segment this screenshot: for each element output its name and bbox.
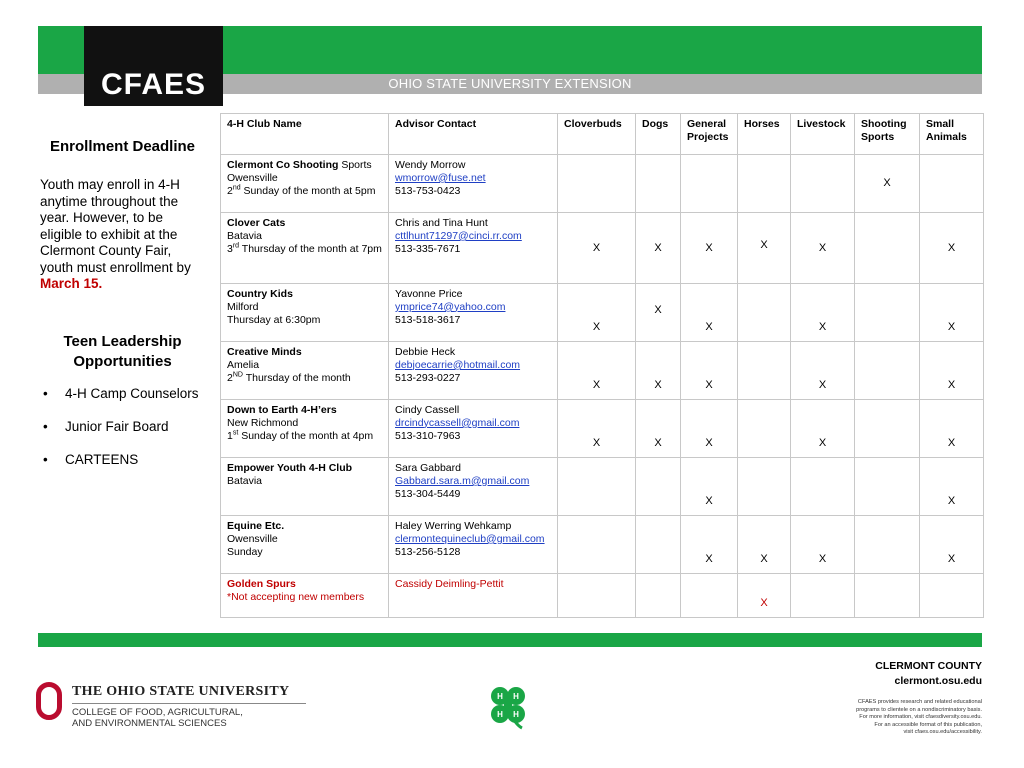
program-mark-cell (636, 458, 681, 516)
club-meeting-time (227, 243, 382, 256)
advisor-phone: 513-293-0227 (395, 371, 461, 384)
program-mark-cell: X (558, 342, 636, 400)
advisor-contact-cell (389, 213, 558, 284)
club-name (227, 217, 382, 230)
club-location: Owensville (227, 532, 278, 545)
club-location: New Richmond (227, 416, 299, 429)
col-general-projects-header: General Projects (681, 114, 738, 155)
advisor-phone: 513-753-0423 (395, 184, 461, 197)
meeting-detail: Thursday of the month (242, 371, 351, 384)
program-mark-cell: X (920, 213, 984, 284)
advisor-phone: 513-335-7671 (395, 242, 461, 255)
program-mark-cell (558, 155, 636, 213)
cfaes-logo (84, 26, 223, 106)
college-line-2: AND ENVIRONMENTAL SCIENCES (72, 718, 227, 729)
club-name (227, 159, 382, 172)
program-mark-cell (855, 284, 920, 342)
svg-text:H: H (513, 692, 519, 701)
col-shooting-sports-header: Shooting Sports (855, 114, 920, 155)
extension-label: OHIO STATE UNIVERSITY EXTENSION (388, 76, 632, 91)
program-mark-cell (855, 342, 920, 400)
club-info-cell (221, 400, 389, 458)
enrollment-deadline-date: March 15. (40, 276, 103, 291)
svg-text:H: H (497, 710, 503, 719)
program-mark-cell: X (920, 458, 984, 516)
club-info-cell (221, 458, 389, 516)
program-mark-cell (855, 458, 920, 516)
meeting-day: 3 (227, 242, 233, 255)
table-row (221, 574, 984, 618)
teen-item-camp-counselors: • 4-H Camp Counselors (40, 386, 215, 419)
program-mark-cell: X (681, 400, 738, 458)
program-mark-cell (791, 574, 855, 618)
advisor-contact-cell (389, 516, 558, 574)
club-meeting-time (227, 314, 382, 327)
club-name (227, 462, 382, 475)
advisor-contact-cell (389, 342, 558, 400)
program-mark-cell (558, 516, 636, 574)
col-horses-header: Horses (738, 114, 791, 155)
club-name-text: Equine Etc. (227, 520, 285, 532)
program-mark-cell: X (636, 213, 681, 284)
program-mark-cell (855, 213, 920, 284)
osu-divider (72, 703, 306, 704)
svg-text:H: H (497, 692, 503, 701)
program-mark-cell: X (636, 284, 681, 342)
club-meeting-time (227, 185, 382, 198)
meeting-ordinal: ND (232, 371, 243, 379)
advisor-email-link[interactable]: cttlhunt71297@cinci.rr.com (395, 229, 522, 242)
col-livestock-header: Livestock (791, 114, 855, 155)
club-name (227, 288, 382, 301)
club-name-suffix: Sports (338, 159, 372, 171)
osu-block-o-icon (36, 682, 62, 720)
club-name-text: Creative Minds (227, 346, 302, 358)
program-mark-cell: X (681, 516, 738, 574)
table-body (221, 155, 984, 618)
advisor-contact-cell (389, 284, 558, 342)
sidebar (40, 138, 205, 467)
club-name-text: Empower Youth 4-H Club (227, 462, 353, 474)
program-mark-cell: X (738, 516, 791, 574)
program-mark-cell: X (920, 284, 984, 342)
advisor-contact-cell (389, 574, 558, 618)
program-mark-cell (920, 155, 984, 213)
program-mark-cell (855, 400, 920, 458)
col-club-name-header: 4-H Club Name (221, 114, 389, 155)
program-mark-cell: X (681, 284, 738, 342)
club-meeting-time (227, 546, 382, 559)
program-mark-cell (681, 155, 738, 213)
program-mark-cell (636, 155, 681, 213)
advisor-email-link[interactable]: clermontequineclub@gmail.com (395, 532, 545, 545)
disclaimer-line: For more information, visit cfaesdiversity.osu.edu. (859, 714, 982, 720)
advisor-name: Cindy Cassell (395, 404, 460, 416)
advisor-contact-cell (389, 400, 558, 458)
advisor-name: Haley Werring Wehkamp (395, 520, 512, 532)
col-cloverbuds-header: Cloverbuds (558, 114, 636, 155)
club-info-cell (221, 342, 389, 400)
club-name (227, 520, 382, 533)
club-location: Milford (227, 300, 259, 313)
club-meeting-time (227, 372, 382, 385)
program-mark-cell (791, 155, 855, 213)
advisor-phone: 513-256-5128 (395, 545, 461, 558)
program-mark-cell: X (738, 213, 791, 284)
program-mark-cell: X (681, 458, 738, 516)
club-info-cell (221, 284, 389, 342)
program-mark-cell: X (558, 213, 636, 284)
advisor-name: Debbie Heck (395, 346, 456, 358)
advisor-name: Cassidy Deimling-Pettit (395, 578, 504, 590)
teen-item-carteens: • CARTEENS (40, 452, 215, 485)
advisor-name: Wendy Morrow (395, 159, 466, 171)
program-mark-cell: X (738, 574, 791, 618)
disclaimer-line: programs to clientele on a nondiscriminatory basis. (856, 706, 982, 713)
enrollment-text (40, 177, 205, 293)
program-mark-cell (738, 458, 791, 516)
meeting-ordinal: st (232, 429, 239, 437)
advisor-name: Chris and Tina Hunt (395, 217, 488, 229)
program-mark-cell (920, 574, 984, 618)
col-dogs-header: Dogs (636, 114, 681, 155)
meeting-ordinal: nd (232, 184, 241, 192)
meeting-day: 1 (227, 429, 233, 442)
program-mark-cell (738, 284, 791, 342)
4h-clover-icon (484, 682, 532, 730)
program-mark-cell: X (791, 400, 855, 458)
program-mark-cell: X (791, 342, 855, 400)
program-mark-cell (738, 342, 791, 400)
enrollment-body: Youth may enroll in 4-H anytime throughout the year. However, to be eligible to exhibit at the Clermont County Fair, youth must enrollment by (40, 177, 191, 275)
program-mark-cell (558, 574, 636, 618)
program-mark-cell: X (558, 400, 636, 458)
club-location: Amelia (227, 358, 260, 371)
advisor-phone: 513-304-5449 (395, 487, 461, 500)
cfaes-logo-text: CFAES (100, 68, 207, 101)
program-mark-cell: X (920, 342, 984, 400)
club-info-cell (221, 213, 389, 284)
club-name (227, 578, 382, 591)
program-mark-cell: X (636, 342, 681, 400)
advisor-name: Yavonne Price (395, 288, 463, 300)
enrollment-title: Enrollment Deadline (49, 138, 196, 155)
meeting-detail: Sunday of the month at 5pm (240, 184, 376, 197)
club-info-cell (221, 155, 389, 213)
program-mark-cell: X (920, 400, 984, 458)
program-mark-cell: X (636, 400, 681, 458)
club-name-text: Clover Cats (227, 217, 286, 229)
advisor-contact-cell (389, 458, 558, 516)
program-mark-cell: X (855, 155, 920, 213)
teen-item-junior-fair-board: • Junior Fair Board (40, 419, 215, 452)
disclaimer-line: For an accessible format of this publication, (874, 721, 982, 728)
club-info-cell (221, 574, 389, 618)
advisor-contact-cell (389, 155, 558, 213)
disclaimer-line: visit cfaes.osu.edu/accessibility. (903, 729, 982, 735)
meeting-day: 2 (227, 371, 233, 384)
program-mark-cell: X (558, 284, 636, 342)
county-website: clermont.osu.edu (894, 675, 982, 687)
disclaimer (856, 699, 982, 737)
meeting-ordinal: rd (232, 242, 240, 250)
advisor-phone: 513-310-7963 (395, 429, 461, 442)
advisor-email-link[interactable]: ymprice74@yahoo.com (395, 300, 506, 313)
program-mark-cell: X (791, 213, 855, 284)
footer-green-band (38, 633, 982, 647)
osu-wordmark (36, 682, 290, 732)
table-row (221, 400, 984, 458)
program-mark-cell: X (920, 516, 984, 574)
club-location: Owensville (227, 171, 278, 184)
advisor-email-link[interactable]: drcindycassell@gmail.com (395, 416, 520, 429)
club-location: *Not accepting new members (227, 590, 365, 603)
advisor-phone: 513-518-3617 (395, 313, 461, 326)
program-mark-cell (636, 516, 681, 574)
program-mark-cell (636, 574, 681, 618)
program-mark-cell (855, 574, 920, 618)
table-row (221, 342, 984, 400)
col-small-animals-header: Small Animals (920, 114, 984, 155)
program-mark-cell: X (681, 342, 738, 400)
club-location: Batavia (227, 474, 263, 487)
osu-name: THE OHIO STATE UNIVERSITY (72, 684, 290, 699)
meeting-detail: Sunday of the month at 4pm (238, 429, 374, 442)
club-name-text: Golden Spurs (227, 578, 296, 590)
col-advisor-contact-header: Advisor Contact (389, 114, 558, 155)
teen-leadership-title: Teen Leadership Opportunities (63, 333, 182, 370)
college-name (72, 707, 243, 729)
club-name-text: Clermont Co Shooting (227, 159, 339, 171)
college-line-1: COLLEGE OF FOOD, AGRICULTURAL, (72, 707, 243, 718)
club-table (220, 113, 984, 618)
table-header-row (221, 114, 984, 155)
club-name-text: Down to Earth 4-H’ers (227, 404, 337, 416)
club-name (227, 346, 382, 359)
club-location: Batavia (227, 229, 263, 242)
club-name-text: Country Kids (227, 288, 293, 300)
club-name (227, 404, 382, 417)
program-mark-cell (738, 155, 791, 213)
county-name: CLERMONT COUNTY (875, 660, 982, 672)
county-info (856, 660, 982, 737)
svg-text:H: H (513, 710, 519, 719)
club-meeting-time (227, 430, 382, 443)
advisor-email-link[interactable]: Gabbard.sara.m@gmail.com (395, 474, 530, 487)
advisor-email-link[interactable]: debjoecarrie@hotmail.com (395, 358, 521, 371)
table-row (221, 284, 984, 342)
program-mark-cell (855, 516, 920, 574)
club-info-cell (221, 516, 389, 574)
table-row (221, 155, 984, 213)
teen-leadership-list (40, 386, 215, 485)
program-mark-cell: X (791, 284, 855, 342)
meeting-day: Sunday (227, 545, 263, 558)
program-mark-cell: X (681, 213, 738, 284)
table-row (221, 516, 984, 574)
program-mark-cell (681, 574, 738, 618)
advisor-name: Sara Gabbard (395, 462, 461, 474)
table-row (221, 458, 984, 516)
disclaimer-line: CFAES provides research and related educational (857, 699, 982, 705)
meeting-day: 2 (227, 184, 233, 197)
table-row (221, 213, 984, 284)
program-mark-cell (738, 400, 791, 458)
program-mark-cell (558, 458, 636, 516)
advisor-email-link[interactable]: wmorrow@fuse.net (395, 171, 486, 184)
meeting-day: Thursday at 6:30pm (227, 313, 321, 326)
meeting-detail: Thursday of the month at 7pm (239, 242, 382, 255)
program-mark-cell (791, 458, 855, 516)
program-mark-cell: X (791, 516, 855, 574)
